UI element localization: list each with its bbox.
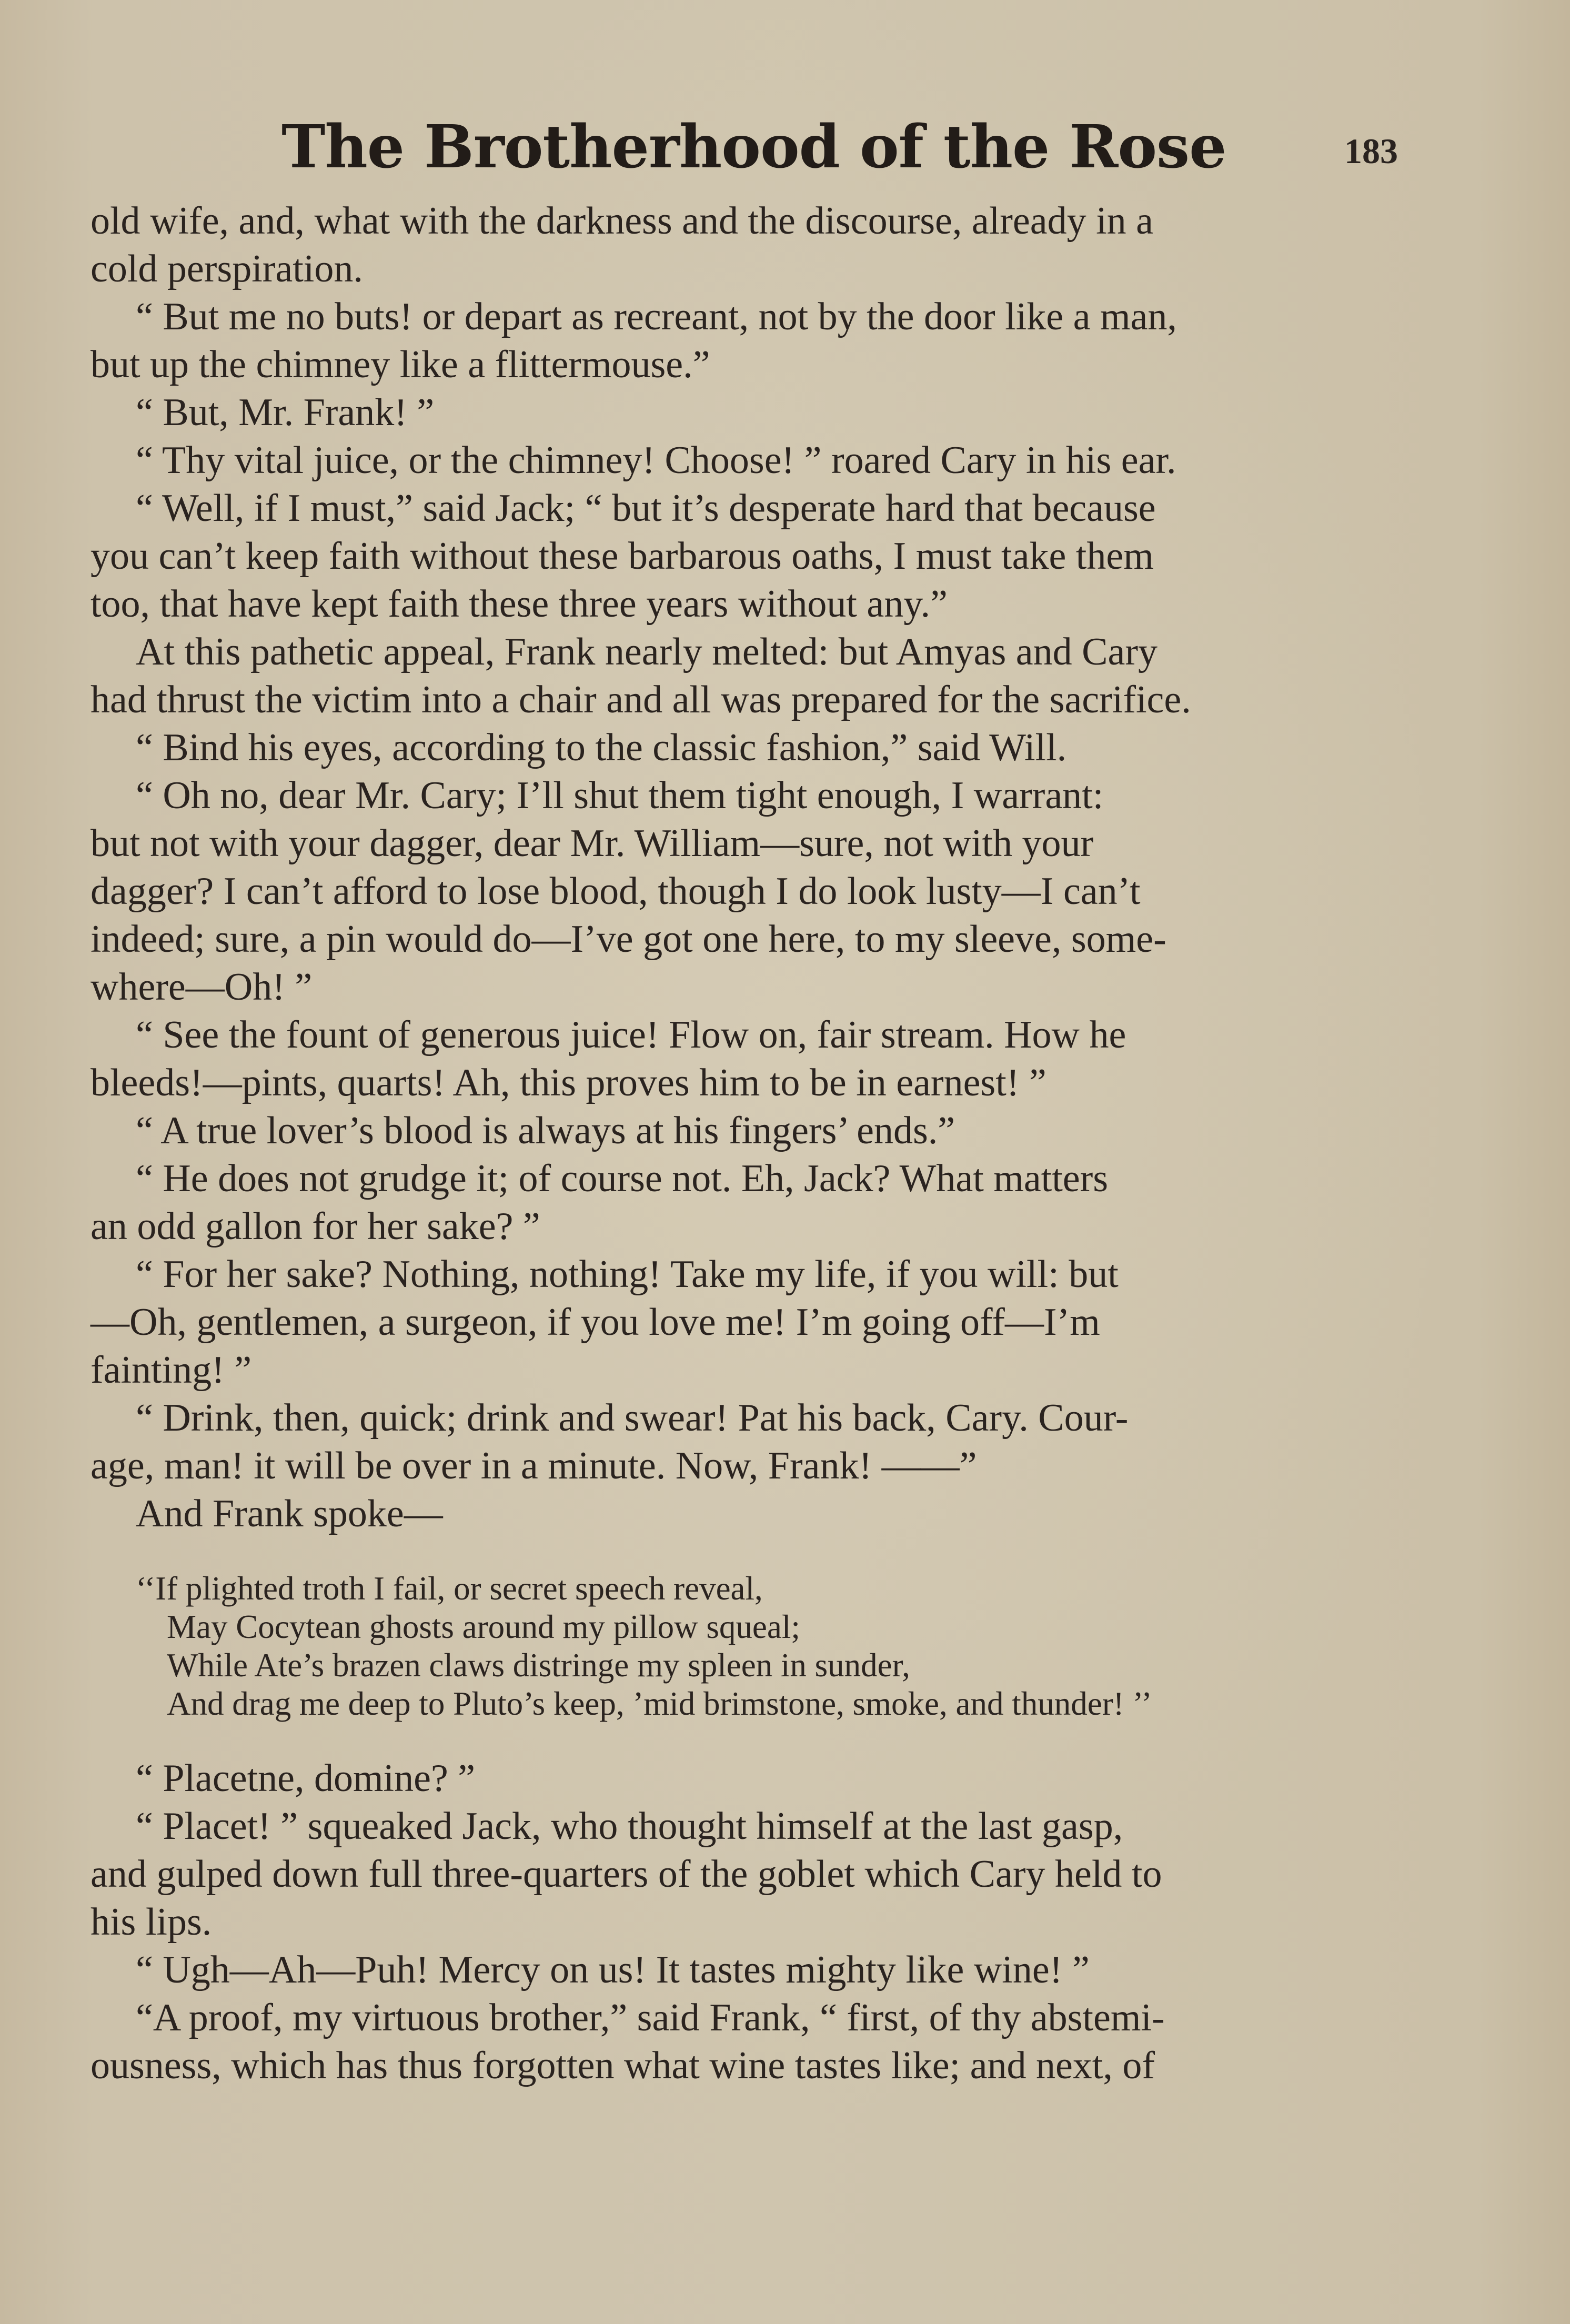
text-line: “ A true lover’s blood is always at his fingers’ ends.” — [136, 1109, 955, 1152]
text-line: you can’t keep faith without these barbarous oaths, I must take them — [90, 535, 1154, 578]
text-line: “ See the fount of generous juice! Flow on, fair stream. How he — [136, 1013, 1126, 1057]
text-line: “ Well, if I must,” said Jack; “ but it’s desperate hard that because — [136, 487, 1156, 530]
text-line: “ But me no buts! or depart as recreant, not by the door like a man, — [136, 295, 1177, 338]
text-line: “ He does not grudge it; of course not. Eh, Jack? What matters — [136, 1157, 1109, 1200]
text-line: fainting! ” — [90, 1349, 252, 1392]
running-title: The Brotherhood of the Rose — [281, 113, 1226, 182]
text-line: “ Oh no, dear Mr. Cary; I’ll shut them tight enough, I warrant: — [136, 774, 1104, 817]
text-line: his lips. — [90, 1900, 212, 1944]
text-line: and gulped down full three-quarters of the goblet which Cary held to — [90, 1853, 1162, 1896]
text-line: dagger? I can’t afford to lose blood, though I do look lusty—I can’t — [90, 870, 1141, 913]
text-line: “ But, Mr. Frank! ” — [136, 391, 435, 434]
body-text — [90, 197, 1411, 2090]
text-line: ousness, which has thus forgotten what wine tastes like; and next, of — [90, 2044, 1155, 2087]
text-line: but up the chimney like a flittermouse.” — [90, 343, 710, 386]
verse-line: And drag me deep to Pluto’s keep, ’mid brimstone, smoke, and thunder! ’’ — [167, 1685, 1152, 1722]
text-line: —Oh, gentlemen, a surgeon, if you love me! I’m going off—I’m — [90, 1301, 1100, 1344]
text-line: And Frank spoke— — [136, 1492, 443, 1535]
text-line: where—Oh! ” — [90, 965, 313, 1009]
verse-spacer — [90, 1723, 1411, 1755]
text-line: “ Thy vital juice, or the chimney! Choose! ” roared Cary in his ear. — [136, 439, 1176, 482]
text-line: cold perspiration. — [90, 247, 363, 290]
text-line: “ Ugh—Ah—Puh! Mercy on us! It tastes mighty like wine! ” — [136, 1948, 1090, 1991]
text-line: age, man! it will be over in a minute. Now, Frank! ——” — [90, 1444, 977, 1487]
page-number: 183 — [1344, 131, 1398, 171]
text-line: “ Placet! ” squeaked Jack, who thought himself at the last gasp, — [136, 1805, 1123, 1848]
text-line: bleeds!—pints, quarts! Ah, this proves him to be in earnest! ” — [90, 1061, 1046, 1104]
verse-line: May Cocytean ghosts around my pillow squeal; — [167, 1608, 800, 1645]
text-line: had thrust the victim into a chair and all was prepared for the sacrifice. — [90, 678, 1191, 721]
text-line: “ Drink, then, quick; drink and swear! Pat his back, Cary. Cour- — [136, 1396, 1129, 1440]
text-line: indeed; sure, a pin would do—I’ve got one here, to my sleeve, some- — [90, 918, 1166, 961]
text-line: “A proof, my virtuous brother,” said Frank, “ first, of thy abstemi- — [136, 1996, 1165, 2039]
verse-spacer — [90, 1538, 1411, 1570]
verse-line: ‘‘If plighted troth I fail, or secret speech reveal, — [136, 1570, 763, 1607]
text-line: but not with your dagger, dear Mr. William—sure, not with your — [90, 822, 1094, 865]
text-line: “ Placetne, domine? ” — [136, 1757, 476, 1800]
text-line: At this pathetic appeal, Frank nearly melted: but Amyas and Cary — [136, 630, 1158, 673]
page-header — [0, 108, 1570, 187]
text-line: “ For her sake? Nothing, nothing! Take my life, if you will: but — [136, 1253, 1119, 1296]
verse-line: While Ate’s brazen claws distringe my spleen in sunder, — [167, 1647, 910, 1684]
text-line: an odd gallon for her sake? ” — [90, 1205, 540, 1248]
text-line: too, that have kept faith these three years without any.” — [90, 582, 948, 626]
text-line: “ Bind his eyes, according to the classic fashion,” said Will. — [136, 726, 1067, 769]
text-line: old wife, and, what with the darkness and the discourse, already in a — [90, 199, 1154, 243]
